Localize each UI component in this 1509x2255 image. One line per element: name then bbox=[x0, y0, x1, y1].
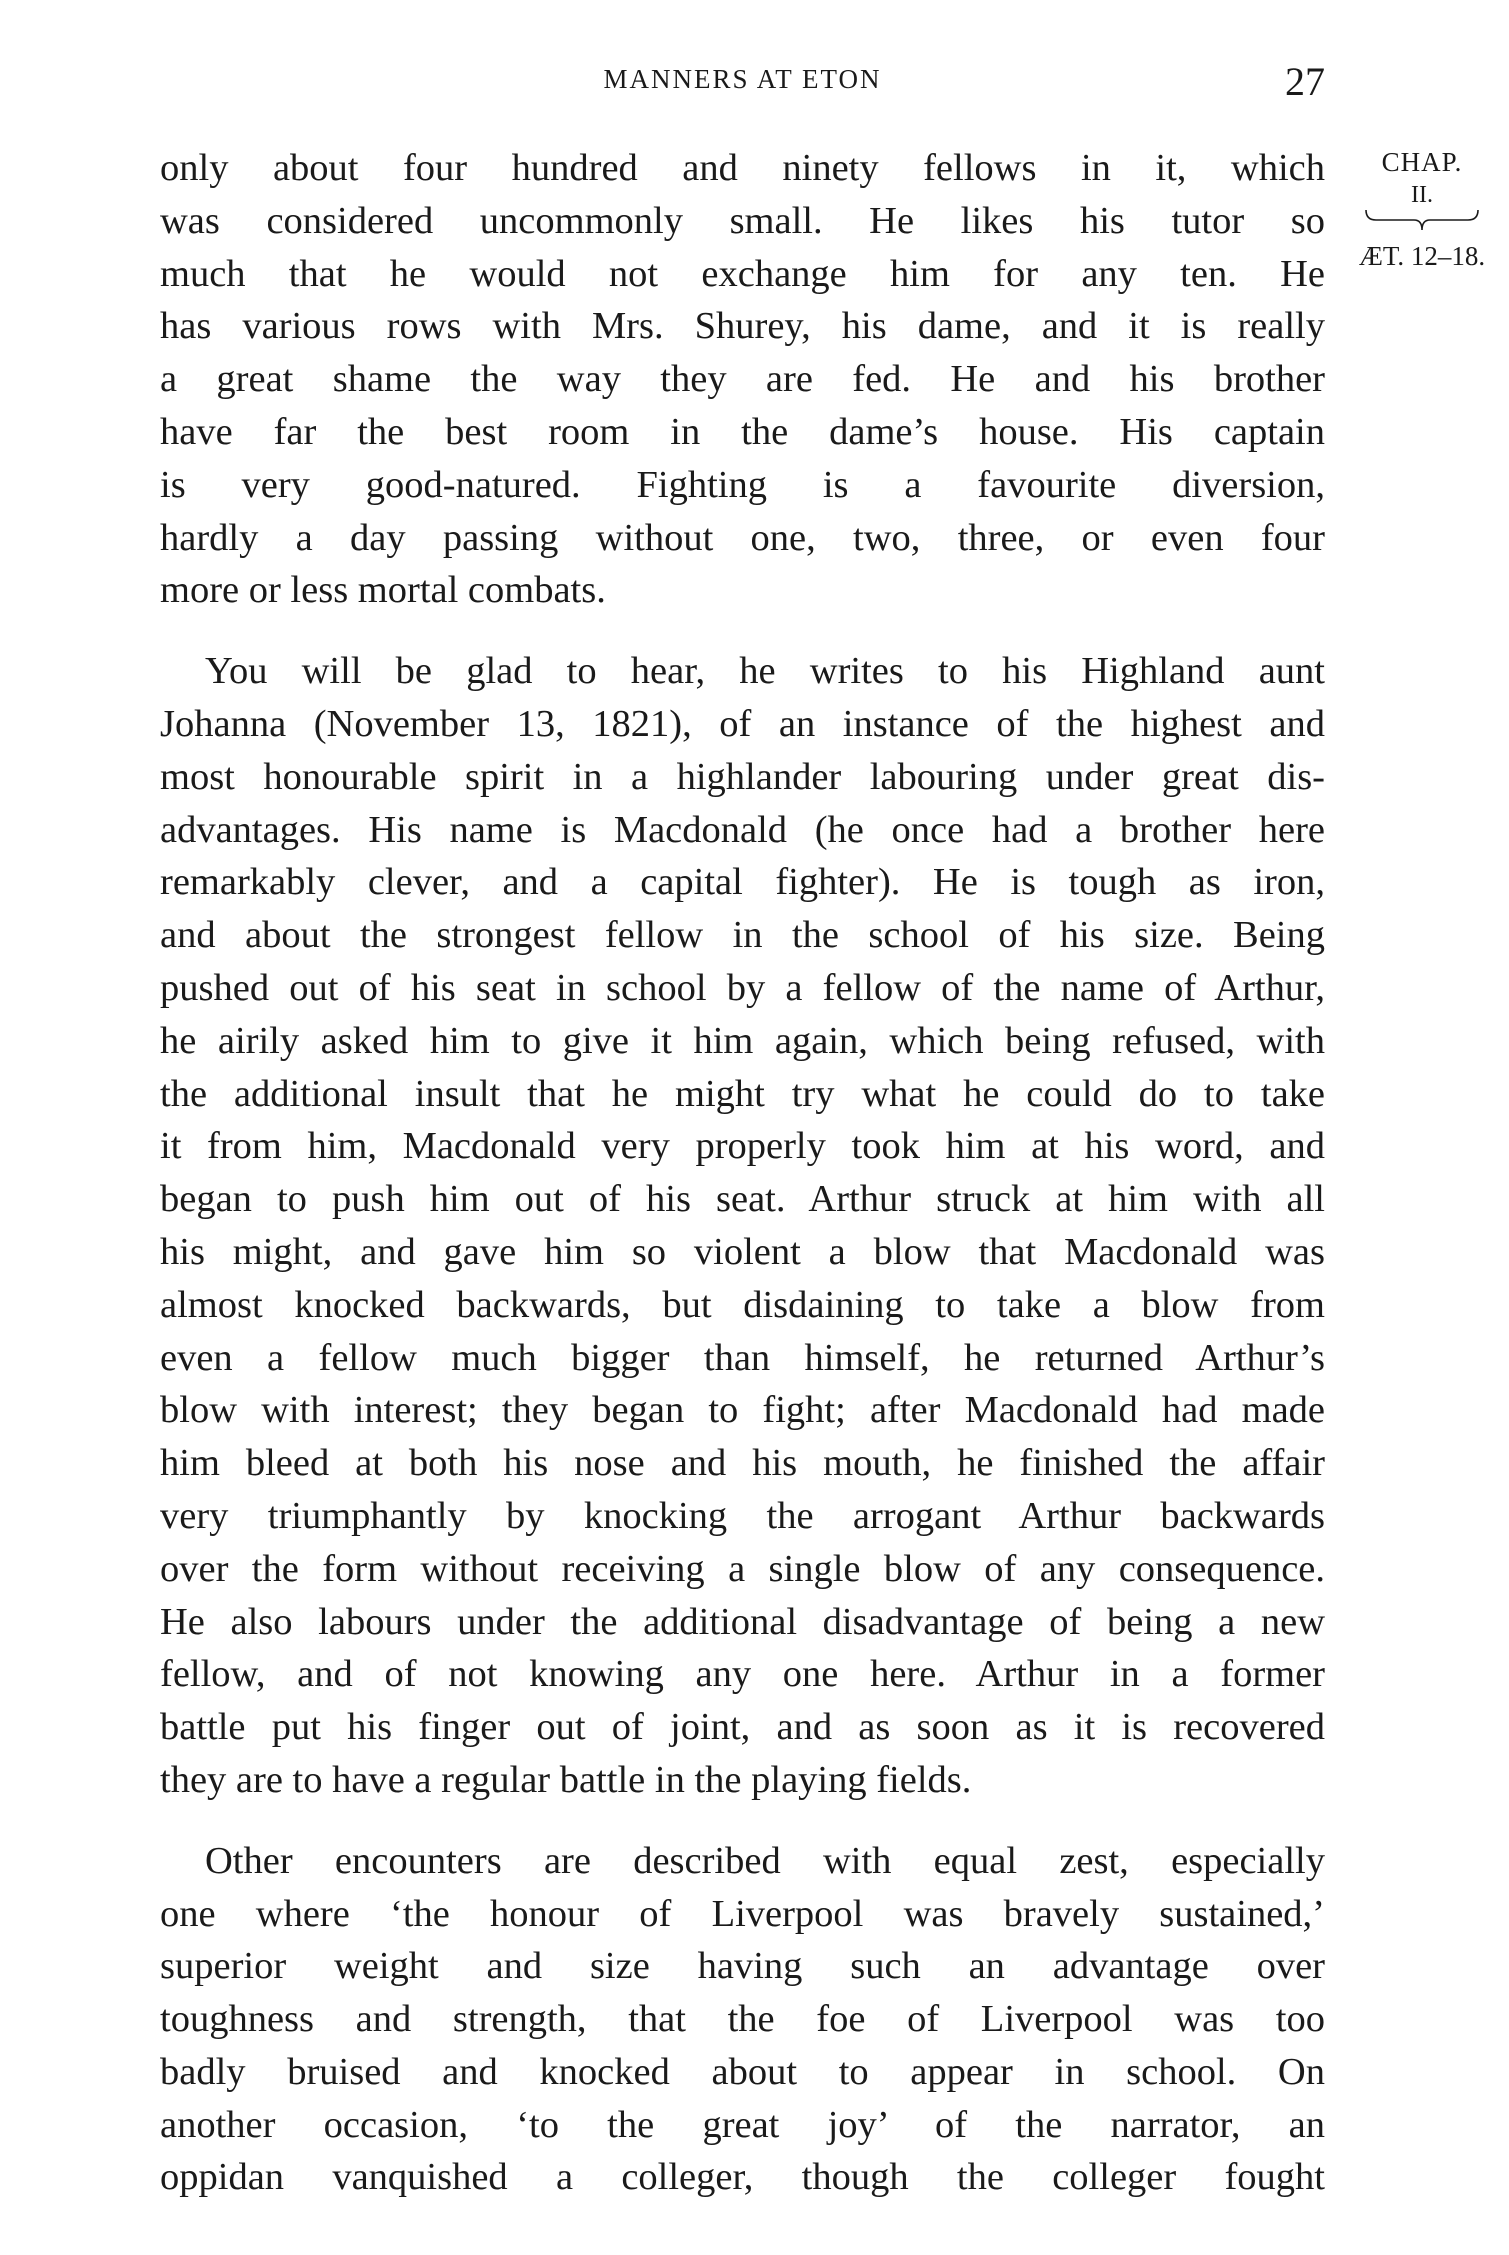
text-line: his might, and gave him so violent a blow that Macdonald was bbox=[160, 1230, 1325, 1273]
text-line: they are to have a regular battle in the playing fields. bbox=[160, 1758, 972, 1801]
body-text bbox=[160, 142, 1325, 2204]
text-line: most honourable spirit in a highlander labouring under great dis- bbox=[160, 755, 1325, 798]
paragraph-gap bbox=[160, 617, 1325, 645]
text-line: advantages. His name is Macdonald (he once had a brother here bbox=[160, 808, 1325, 851]
text-line: has various rows with Mrs. Shurey, his dame, and it is really bbox=[160, 305, 1325, 348]
paragraph-1 bbox=[160, 142, 1325, 617]
paragraph-2-letter-extract bbox=[160, 645, 1325, 1807]
text-line: very triumphantly by knocking the arrogant Arthur backwards bbox=[160, 1494, 1325, 1537]
text-line: remarkably clever, and a capital fighter). He is tough as iron, bbox=[160, 861, 1325, 904]
text-line: more or less mortal combats. bbox=[160, 569, 606, 612]
paragraph-gap bbox=[160, 1807, 1325, 1835]
text-line: a great shame the way they are fed. He and his brother bbox=[160, 358, 1325, 401]
text-line: him bleed at both his nose and his mouth, he finished the affair bbox=[160, 1442, 1325, 1485]
text-line: oppidan vanquished a colleger, though the colleger fought bbox=[160, 2156, 1325, 2199]
running-title: MANNERS AT ETON bbox=[603, 64, 882, 94]
paragraph-3 bbox=[160, 1835, 1325, 2205]
page-number: 27 bbox=[1285, 59, 1325, 104]
text-line: toughness and strength, that the foe of Liverpool was too bbox=[160, 1998, 1325, 2041]
text-line: is very good-natured. Fighting is a favourite diversion, bbox=[160, 463, 1325, 506]
sidenote-chap: CHAP. bbox=[1381, 147, 1463, 177]
sidenote-chapter-number: II. bbox=[1411, 182, 1433, 208]
text-line: another occasion, ‘to the great joy’ of the narrator, an bbox=[160, 2103, 1325, 2146]
running-head bbox=[160, 58, 1325, 108]
text-line: Other encounters are described with equal zest, especially bbox=[205, 1839, 1325, 1882]
text-line: was considered uncommonly small. He likes his tutor so bbox=[160, 199, 1325, 242]
text-line: superior weight and size having such an advantage over bbox=[160, 1945, 1325, 1988]
text-line: He also labours under the additional disadvantage of being a new bbox=[160, 1600, 1325, 1643]
text-line: one where ‘the honour of Liverpool was bravely sustained,’ bbox=[160, 1892, 1325, 1935]
text-line: hardly a day passing without one, two, three, or even four bbox=[160, 516, 1325, 559]
text-line: blow with interest; they began to fight; after Macdonald had made bbox=[160, 1389, 1325, 1432]
sidenote-age: ÆT. 12–18. bbox=[1358, 241, 1486, 271]
text-line: even a fellow much bigger than himself, he returned Arthur’s bbox=[160, 1336, 1325, 1379]
text-line: Johanna (November 13, 1821), of an instance of the highest and bbox=[160, 702, 1325, 745]
text-line: began to push him out of his seat. Arthur struck at him with all bbox=[160, 1178, 1325, 1221]
text-line: fellow, and of not knowing any one here. Arthur in a former bbox=[160, 1653, 1325, 1696]
text-line: badly bruised and knocked about to appear in school. On bbox=[160, 2050, 1325, 2093]
text-line: almost knocked backwards, but disdaining to take a blow from bbox=[160, 1283, 1325, 1326]
text-line: only about four hundred and ninety fellows in it, which bbox=[160, 147, 1325, 189]
text-line: much that he would not exchange him for any ten. He bbox=[160, 252, 1325, 295]
text-line: pushed out of his seat in school by a fellow of the name of Arthur, bbox=[160, 966, 1325, 1009]
text-line: the additional insult that he might try what he could do to take bbox=[160, 1072, 1325, 1115]
text-line: he airily asked him to give it him again, which being refused, with bbox=[160, 1019, 1325, 1062]
text-line: have far the best room in the dame’s house. His captain bbox=[160, 410, 1325, 453]
margin-sidenote bbox=[1347, 142, 1497, 276]
text-line: and about the strongest fellow in the school of his size. Being bbox=[160, 914, 1325, 957]
text-line: You will be glad to hear, he writes to his Highland aunt bbox=[205, 650, 1325, 693]
text-line: battle put his finger out of joint, and as soon as it is recovered bbox=[160, 1706, 1325, 1749]
brace-icon bbox=[1362, 208, 1482, 232]
text-line: over the form without receiving a single blow of any consequence. bbox=[160, 1547, 1325, 1590]
text-line: it from him, Macdonald very properly took him at his word, and bbox=[160, 1125, 1325, 1168]
